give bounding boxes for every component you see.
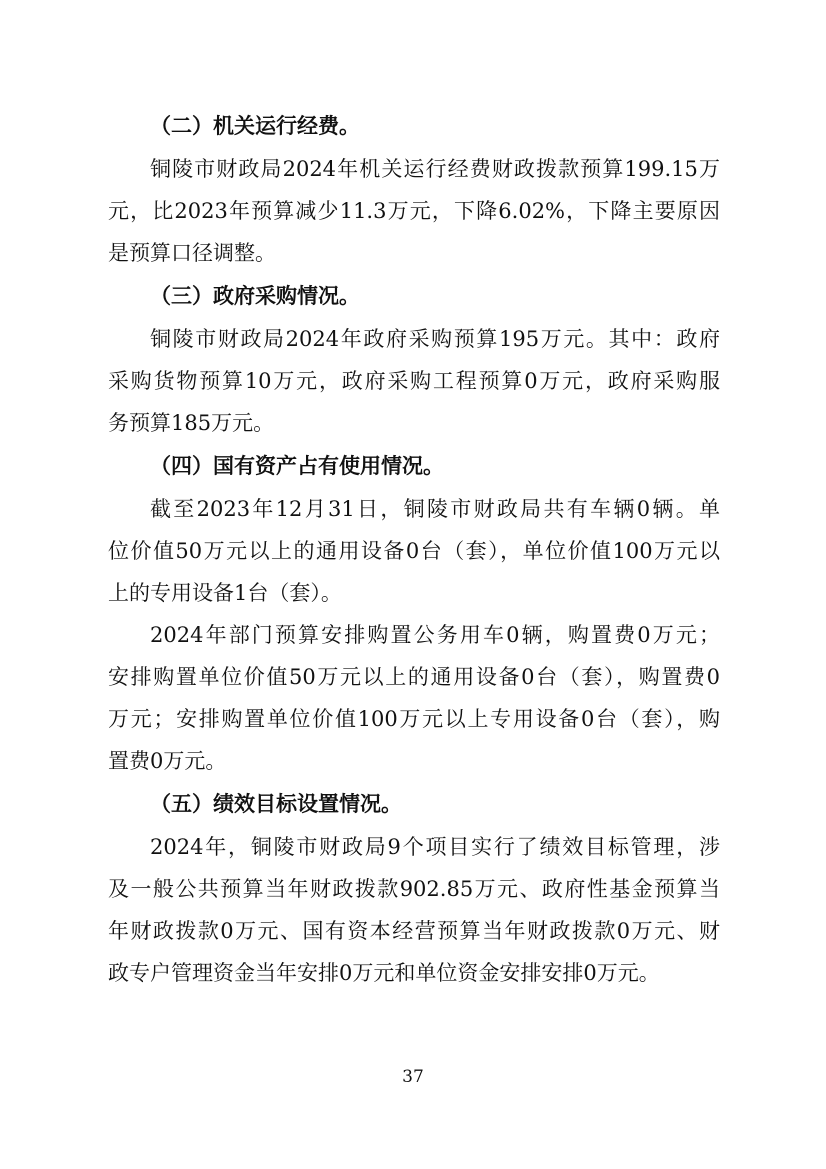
- text-line: 务预算185万元。: [108, 411, 275, 435]
- document-body: [108, 104, 720, 994]
- text-line: 元，比2023年预算减少11.3万元，下降6.02%，下降主要原因: [108, 199, 720, 223]
- text-line: 2024年，铜陵市财政局9个项目实行了绩效目标管理，涉: [150, 835, 720, 859]
- section-heading: （三）政府采购情况。: [150, 284, 360, 308]
- paragraph: [108, 488, 720, 614]
- paragraph: [108, 148, 720, 274]
- section-heading: （四）国有资产占有使用情况。: [150, 454, 444, 478]
- paragraph: [108, 826, 720, 994]
- section-heading: （五）绩效目标设置情况。: [150, 792, 402, 816]
- text-line: 安排购置单位价值50万元以上的通用设备0台（套），购置费0: [108, 665, 720, 689]
- text-line: 万元；安排购置单位价值100万元以上专用设备0台（套），购: [108, 707, 720, 731]
- text-line: 年财政拨款0万元、国有资本经营预算当年财政拨款0万元、财: [108, 919, 720, 943]
- text-line: 截至2023年12月31日，铜陵市财政局共有车辆0辆。单: [150, 497, 720, 521]
- section-state-assets: [108, 444, 720, 782]
- section-performance-targets: [108, 782, 720, 994]
- text-line: 上的专用设备1台（套）。: [108, 581, 342, 605]
- text-line: 铜陵市财政局2024年政府采购预算195万元。其中：政府: [150, 327, 720, 351]
- section-government-procurement: [108, 274, 720, 444]
- text-line: 铜陵市财政局2024年机关运行经费财政拨款预算199.15万: [150, 157, 720, 181]
- text-line: 是预算口径调整。: [108, 241, 276, 265]
- paragraph: [108, 614, 720, 782]
- text-line: 采购货物预算10万元，政府采购工程预算0万元，政府采购服: [108, 369, 720, 393]
- text-line: 政专户管理资金当年安排0万元和单位资金安排安排0万元。: [108, 961, 660, 985]
- text-line: 2024年部门预算安排购置公务用车0辆，购置费0万元；: [150, 623, 720, 647]
- text-line: 置费0万元。: [108, 749, 227, 773]
- section-heading: （二）机关运行经费。: [150, 114, 360, 138]
- paragraph: [108, 318, 720, 444]
- text-line: 及一般公共预算当年财政拨款902.85万元、政府性基金预算当: [108, 877, 720, 901]
- text-line: 位价值50万元以上的通用设备0台（套），单位价值100万元以: [108, 539, 720, 563]
- page-number: 37: [402, 1067, 424, 1087]
- section-operating-expenses: [108, 104, 720, 274]
